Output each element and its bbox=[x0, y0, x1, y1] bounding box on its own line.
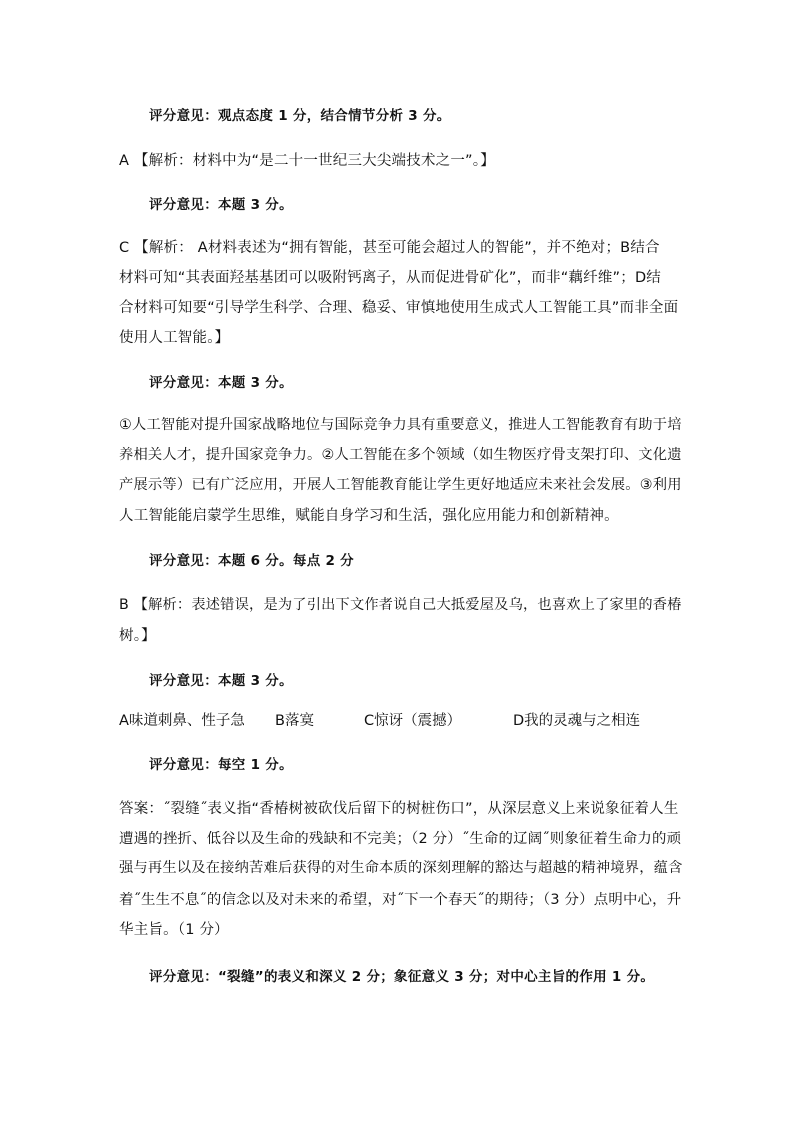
answer-line: 华主旨。（1 分） bbox=[119, 922, 229, 938]
answer-line: 着˝生生不息˝的信念以及对未来的希望，对˝下一个春天˝的期待；（3 分）点明中心，升 bbox=[119, 892, 682, 908]
answer-line: 人工智能能启蒙学生思维，赋能自身学习和生活，强化应用能力和创新精神。 bbox=[119, 508, 619, 524]
grading-note: 评分意见：“裂缝”的表义和深义 2 分；象征意义 3 分；对中心主旨的作用 1 分。 bbox=[149, 969, 655, 985]
grading-note: 评分意见：本题 3 分。 bbox=[149, 673, 293, 689]
answer-line: ①人工智能对提升国家战略地位与国际竞争力具有重要意义，推进人工智能教育有助于培 bbox=[119, 417, 682, 433]
grading-note: 评分意见：每空 1 分。 bbox=[149, 757, 293, 773]
answer-line: 养相关人才，提升国家竞争力。②人工智能在多个领域（如生物医疗骨支架打印、文化遗 bbox=[119, 447, 682, 463]
grading-note: 评分意见：观点态度 1 分，结合情节分析 3 分。 bbox=[149, 108, 451, 124]
answer-line: 产展示等）已有广泛应用，开展人工智能教育能让学生更好地适应未来社会发展。③利用 bbox=[119, 477, 682, 493]
answer-line: 强与再生以及在接纳苦难后获得的对生命本质的深刻理解的豁达与超越的精神境界，蕴含 bbox=[119, 860, 683, 876]
answer-line: A 【解析：材料中为“是二十一世纪三大尖端技术之一”。】 bbox=[119, 153, 495, 169]
answer-line: C 【解析： A材料表述为“拥有智能，甚至可能会超过人的智能”，并不绝对；B结合 bbox=[119, 240, 660, 256]
answer-line: 答案：˝裂缝˝表义指“香椿树被砍伐后留下的树桩伤口”，从深层意义上来说象征着人生 bbox=[119, 801, 679, 817]
answer-line: 合材料可知要“引导学生科学、合理、稳妥、审慎地使用生成式人工智能工具”而非全面 bbox=[119, 300, 679, 316]
option-a: A味道刺鼻、性子急 bbox=[119, 713, 245, 729]
option-b: B落寞 bbox=[275, 713, 314, 729]
option-c: C惊讶（震撼） bbox=[364, 713, 462, 729]
answer-line: 材料可知“其表面羟基基团可以吸附钙离子，从而促进骨矿化”，而非“藕纤维”；D结 bbox=[119, 270, 662, 286]
answer-line: 遭遇的挫折、低谷以及生命的残缺和不完美；（2 分）˝生命的辽阔˝则象征着生命力的顽 bbox=[119, 831, 682, 847]
grading-note: 评分意见：本题 6 分。每点 2 分 bbox=[149, 553, 354, 569]
grading-note: 评分意见：本题 3 分。 bbox=[149, 197, 293, 213]
answer-line: 树。】 bbox=[119, 628, 156, 644]
answer-line: 使用人工智能。】 bbox=[119, 330, 230, 346]
grading-note: 评分意见：本题 3 分。 bbox=[149, 375, 293, 391]
option-d: D我的灵魂与之相连 bbox=[513, 713, 641, 729]
answer-line: B 【解析：表述错误，是为了引出下文作者说自己大抵爱屋及乌，也喜欢上了家里的香椿 bbox=[119, 597, 682, 613]
